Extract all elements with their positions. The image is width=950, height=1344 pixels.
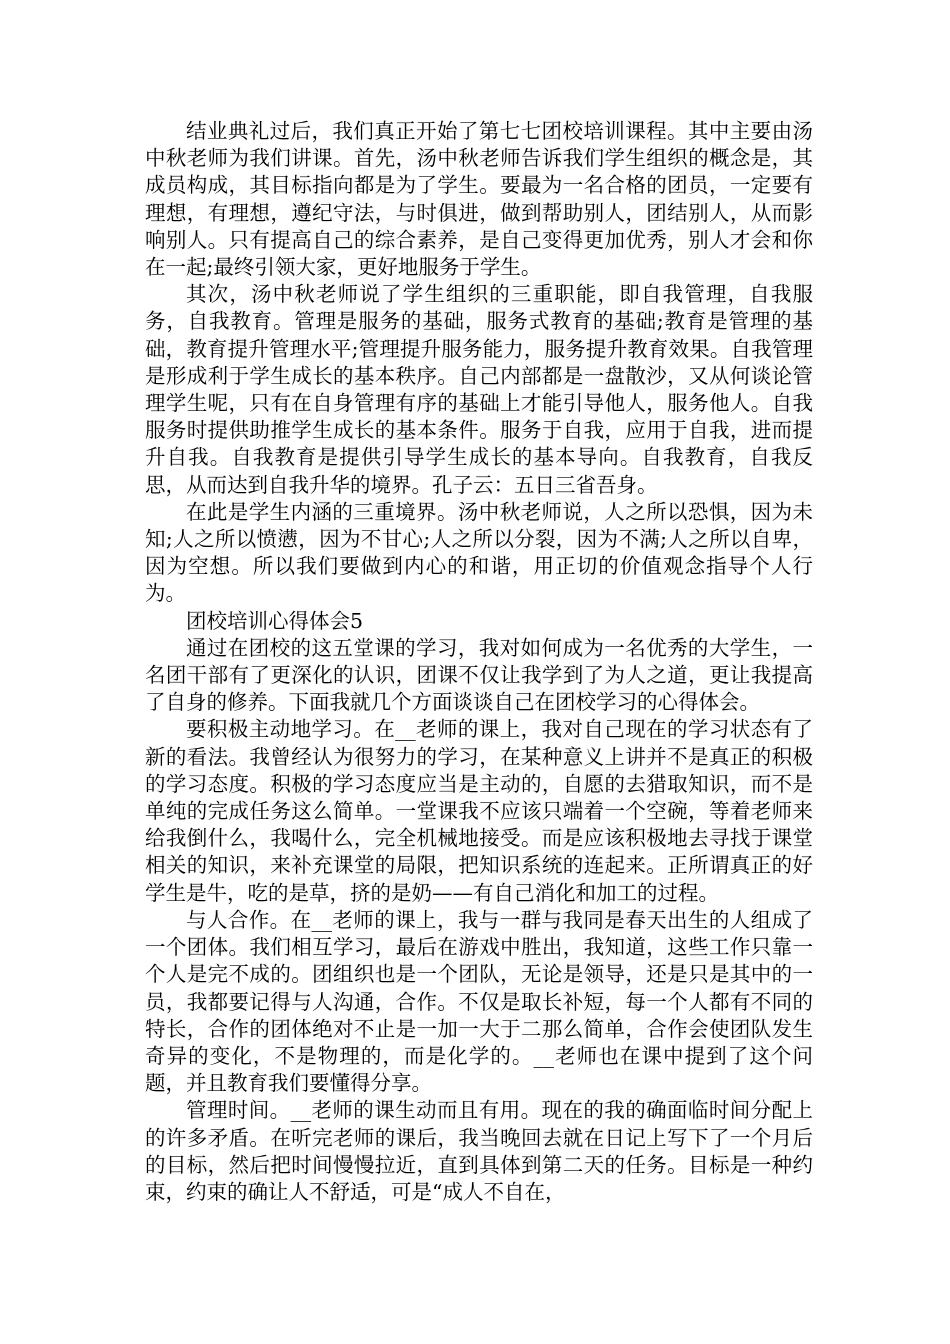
paragraph-6: 与人合作。在__老师的课上，我与一群与我同是春天出生的人组成了一个团体。我们相互学习，最后在游戏中胜出，我知道，这些工作只靠一个人是完不成的。团组织也是一个团队，无论是领导，还是只是其中的一员，我都要记得与人沟通，合作。不仅是取长补短，每一个人都有不同的特长，合作的团体绝对不止是一加一大于二那么简单，合作会使团队发生奇异的变化，不是物理的，而是化学的。__老师也在课中提到了这个问题，并且教育我们要懂得分享。: [145, 907, 813, 1096]
paragraph-3: 在此是学生内涵的三重境界。汤中秋老师说，人之所以恐惧，因为未知;人之所以愤懑，因为不甘心;人之所以分裂，因为不满;人之所以自卑，因为空想。所以我们要做到内心的和谐，用正切的价值观念指导个人行为。: [145, 499, 813, 606]
document-body: [145, 118, 813, 1206]
paragraph-5: 要积极主动地学习。在__老师的课上，我对自己现在的学习状态有了新的看法。我曾经认为很努力的学习，在某种意义上讲并不是真正的积极的学习态度。积极的学习态度应当是主动的，自愿的去猎取知识，而不是单纯的完成任务这么简单。一堂课我不应该只端着一个空碗，等着老师来给我倒什么，我喝什么，完全机械地接受。而是应该积极地去寻找于课堂相关的知识，来补充课堂的局限，把知识系统的连起来。正所谓真正的好学生是牛，吃的是草，挤的是奶——有自己消化和加工的过程。: [145, 717, 813, 905]
section-heading: 团校培训心得体会5: [186, 608, 364, 633]
paragraph-2: 其次，汤中秋老师说了学生组织的三重职能，即自我管理，自我服务，自我教育。管理是服务的基础，服务式教育的基础;教育是管理的基础，教育提升管理水平;管理提升服务能力，服务提升教育效果。自我管理是形成利于学生成长的基本秩序。自己内部都是一盘散沙，又从何谈论管理学生呢，只有在自身管理有序的基础上才能引导他人，服务他人。自我服务时提供助推学生成长的基本条件。服务于自我，应用于自我，进而提升自我。自我教育是提供引导学生成长的基本导向。自我教育，自我反思，从而达到自我升华的境界。孔子云：五日三省吾身。: [145, 282, 813, 497]
paragraph-1: 结业典礼过后，我们真正开始了第七七团校培训课程。其中主要由汤中秋老师为我们讲课。首先，汤中秋老师告诉我们学生组织的概念是，其成员构成，其目标指向都是为了学生。要最为一名合格的团员，一定要有理想，有理想，遵纪守法，与时俱进，做到帮助别人，团结别人，从而影响别人。只有提高自己的综合素养，是自己变得更加优秀，别人才会和你在一起;最终引领大家，更好地服务于学生。: [145, 119, 813, 280]
paragraph-4: 通过在团校的这五堂课的学习，我对如何成为一名优秀的大学生，一名团干部有了更深化的认识，团课不仅让我学到了为人之道，更让我提高了自身的修养。下面我就几个方面谈谈自己在团校学习的心得体会。: [145, 635, 813, 715]
paragraph-7: 管理时间。__老师的课生动而且有用。现在的我的确面临时间分配上的许多矛盾。在听完老师的课后，我当晚回去就在日记上写下了一个月后的目标，然后把时间慢慢拉近，直到具体到第二天的任务。目标是一种约束，约束的确让人不舒适，可是“成人不自在，: [145, 1098, 813, 1204]
